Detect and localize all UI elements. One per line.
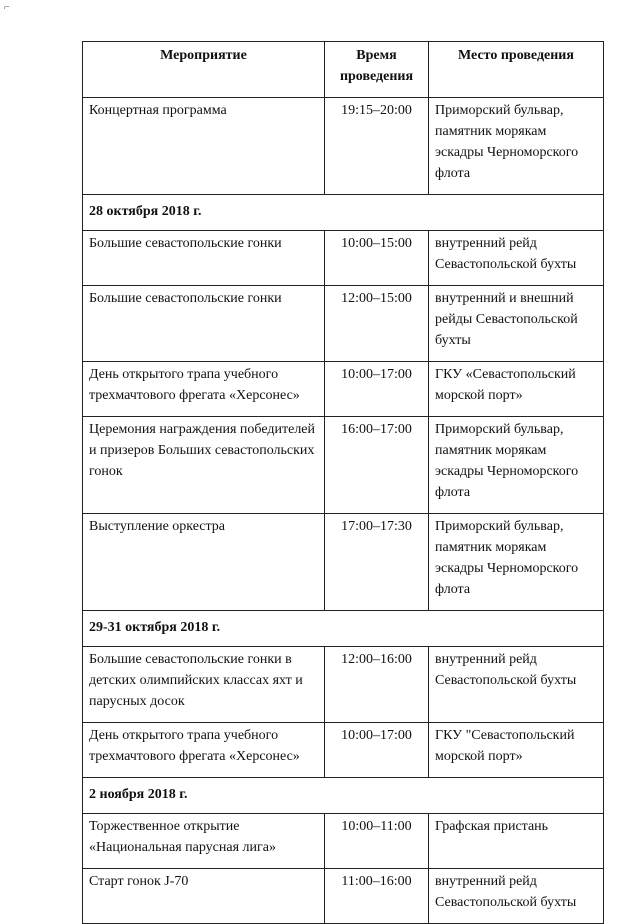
event-row [83,723,604,778]
event-time-cell: 10:00–17:00 [325,723,429,778]
event-place-cell: Приморский бульвар, памятник морякам эскадры Черноморского флота [429,514,604,611]
date-section-row [83,611,604,647]
event-place-cell: Графская пристань [429,814,604,869]
event-row [83,869,604,924]
date-heading: 28 октября 2018 г. [83,195,604,231]
event-row [83,98,604,195]
events-table [82,41,604,924]
date-heading: 29-31 октября 2018 г. [83,611,604,647]
event-place-cell: внутренний рейд Севастопольской бухты [429,231,604,286]
event-row [83,647,604,723]
event-name-cell: Большие севастопольские гонки [83,231,325,286]
event-time-cell: 19:15–20:00 [325,98,429,195]
event-name-cell: День открытого трапа учебного трехмачтового фрегата «Херсонес» [83,723,325,778]
event-row [83,286,604,362]
event-name-cell: Большие севастопольские гонки в детских олимпийских классах яхт и парусных досок [83,647,325,723]
event-name-cell: День открытого трапа учебного трехмачтового фрегата «Херсонес» [83,362,325,417]
events-table-body [83,98,604,924]
event-row [83,417,604,514]
event-place-cell: ГКУ "Севастопольский морской порт» [429,723,604,778]
event-time-cell: 12:00–16:00 [325,647,429,723]
event-row [83,514,604,611]
event-name-cell: Торжественное открытие «Национальная парусная лига» [83,814,325,869]
event-row [83,231,604,286]
event-place-cell: внутренний рейд Севастопольской бухты [429,647,604,723]
header-event: Мероприятие [83,42,325,98]
event-time-cell: 12:00–15:00 [325,286,429,362]
event-place-cell: внутренний рейд Севастопольской бухты [429,869,604,924]
scan-corner-mark: ⌐ [4,2,10,13]
event-row [83,814,604,869]
event-time-cell: 10:00–11:00 [325,814,429,869]
event-name-cell: Старт гонок J-70 [83,869,325,924]
header-time: Время проведения [325,42,429,98]
event-name-cell: Церемония награждения победителей и призеров Больших севастопольских гонок [83,417,325,514]
event-time-cell: 16:00–17:00 [325,417,429,514]
document-page [82,41,603,924]
event-time-cell: 17:00–17:30 [325,514,429,611]
event-time-cell: 11:00–16:00 [325,869,429,924]
event-name-cell: Большие севастопольские гонки [83,286,325,362]
event-name-cell: Выступление оркестра [83,514,325,611]
event-place-cell: Приморский бульвар, памятник морякам эскадры Черноморского флота [429,98,604,195]
event-place-cell: внутренний и внешний рейды Севастопольской бухты [429,286,604,362]
date-section-row [83,195,604,231]
event-name-cell: Концертная программа [83,98,325,195]
event-time-cell: 10:00–15:00 [325,231,429,286]
table-header-row [83,42,604,98]
event-time-cell: 10:00–17:00 [325,362,429,417]
date-section-row [83,778,604,814]
event-place-cell: Приморский бульвар, памятник морякам эскадры Черноморского флота [429,417,604,514]
date-heading: 2 ноября 2018 г. [83,778,604,814]
header-place: Место проведения [429,42,604,98]
event-row [83,362,604,417]
event-place-cell: ГКУ «Севастопольский морской порт» [429,362,604,417]
